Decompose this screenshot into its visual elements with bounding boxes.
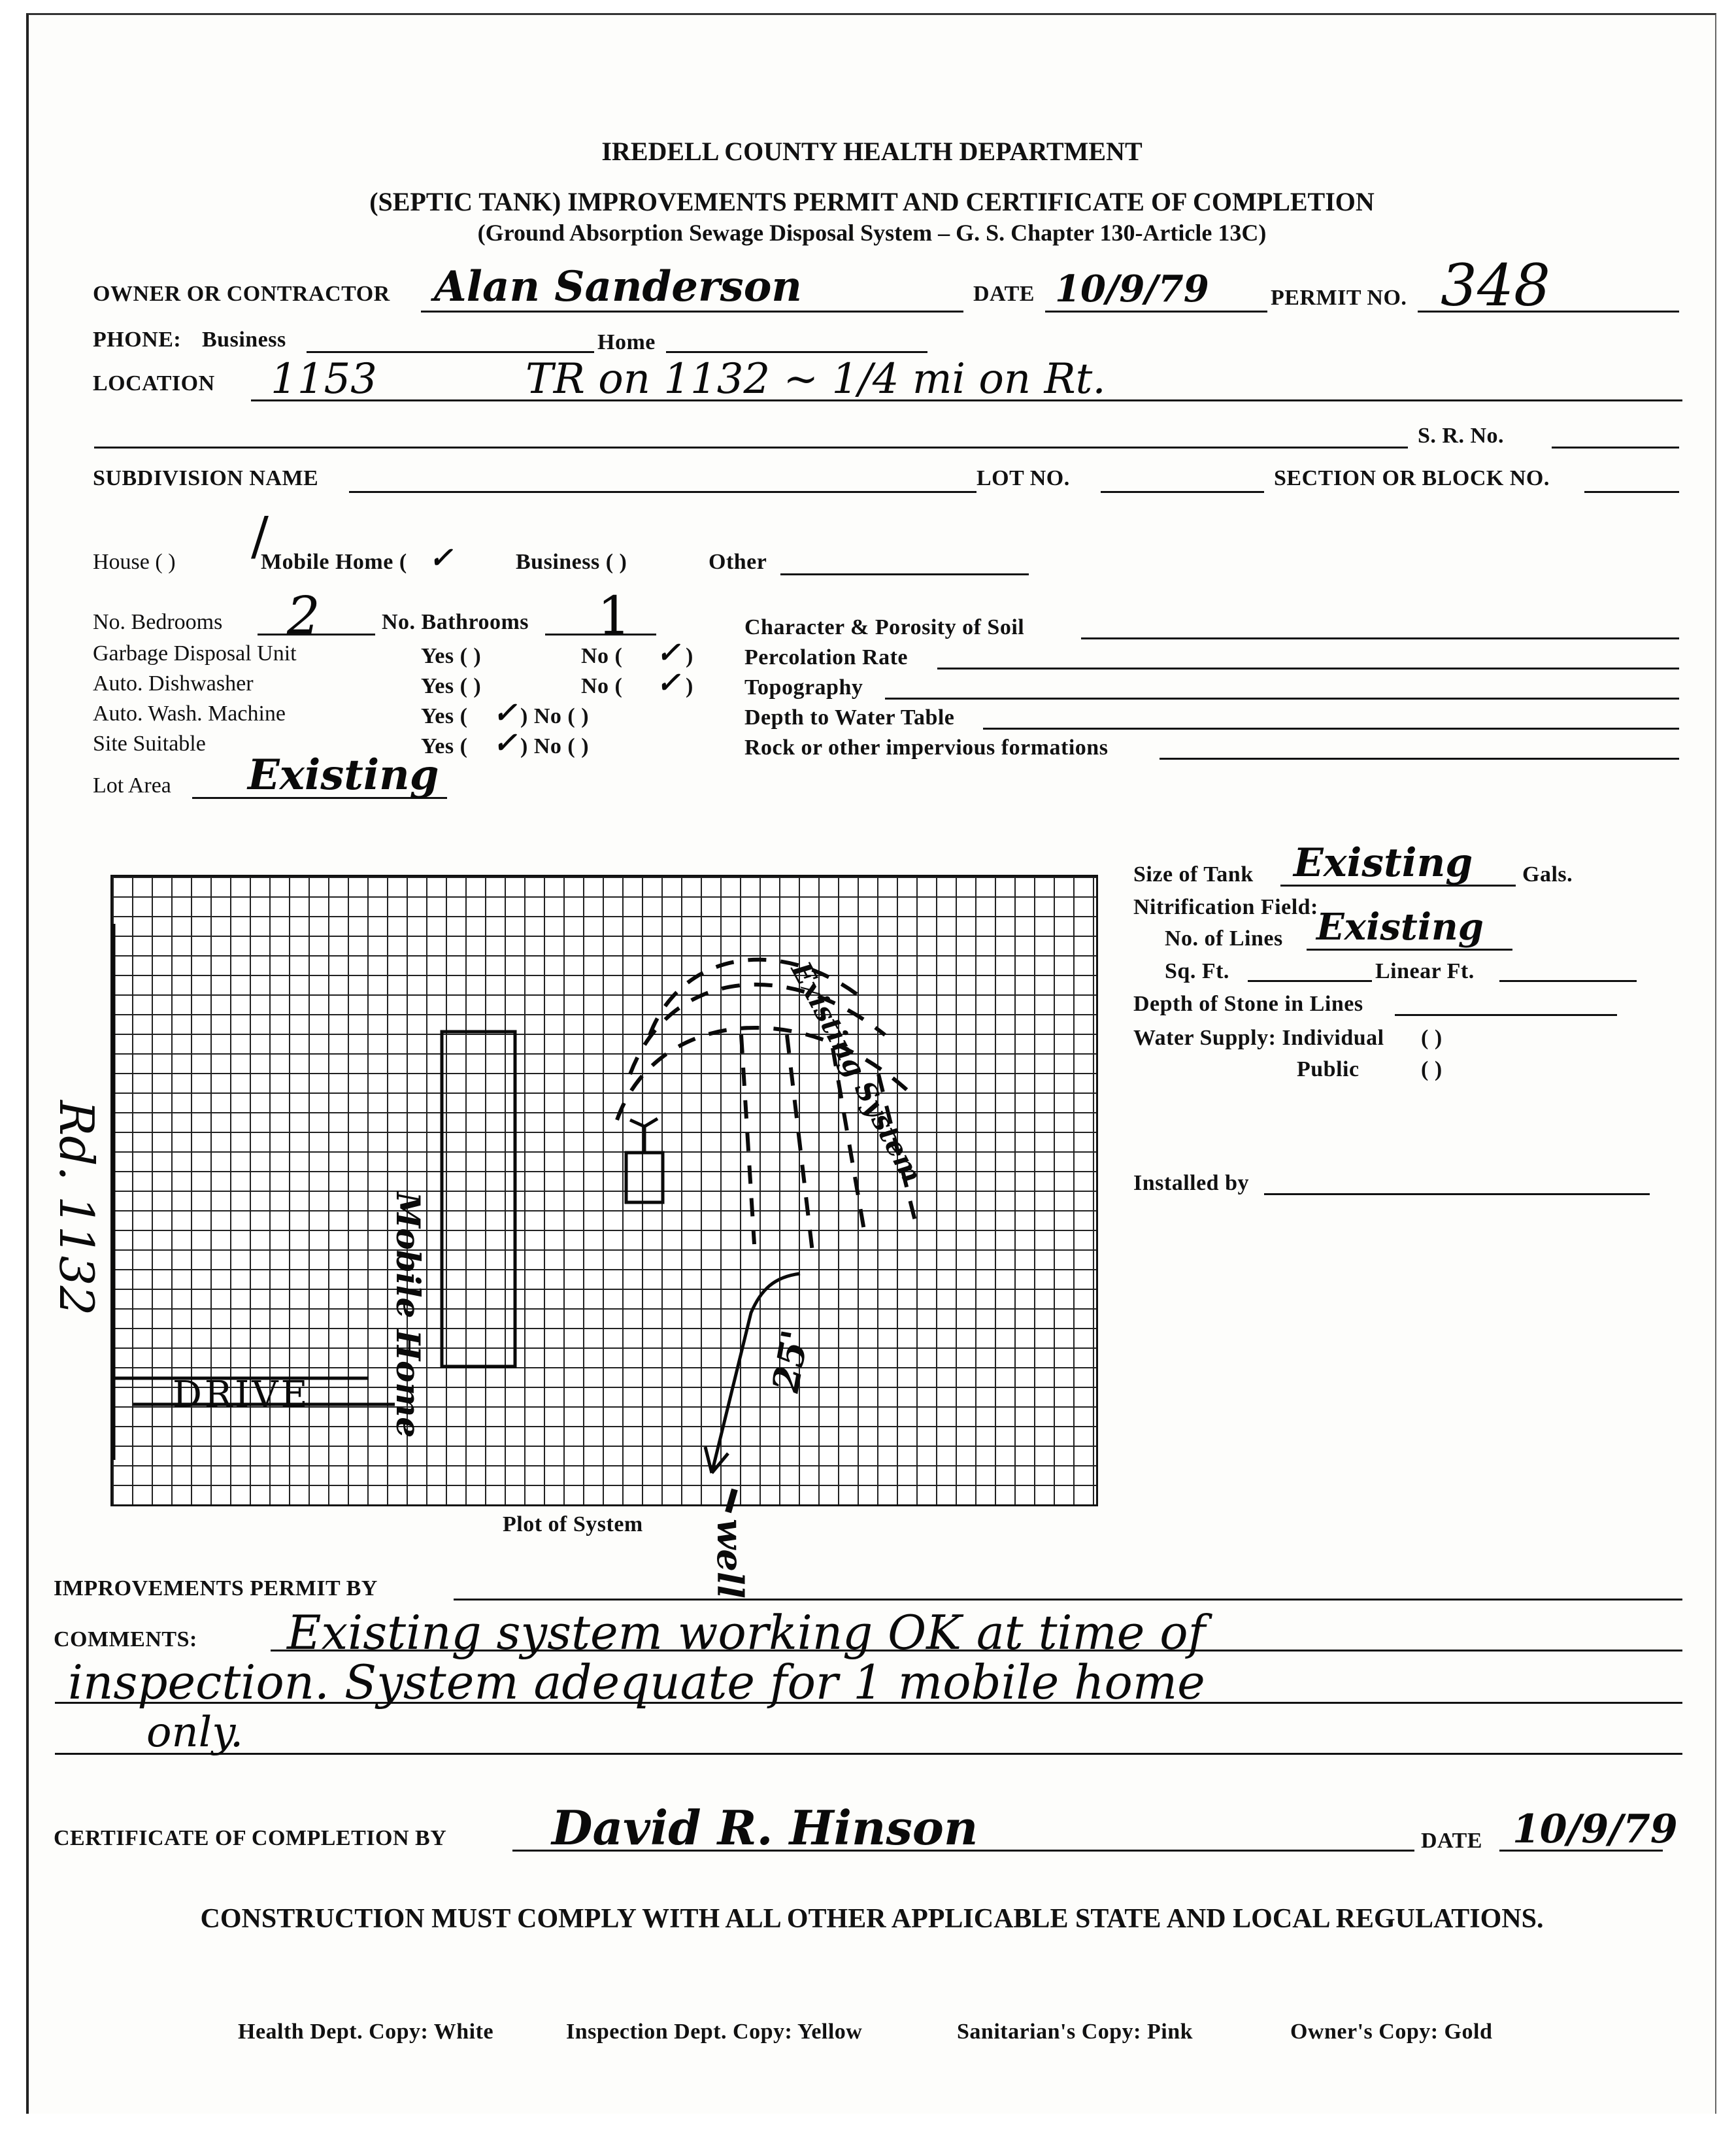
topography-label: Topography [744,675,863,700]
sqft-label: Sq. Ft. [1165,959,1229,983]
lines-value[interactable]: Existing [1316,906,1484,949]
bathrooms-label: No. Bathrooms [382,610,529,634]
compliance-notice: CONSTRUCTION MUST COMPLY WITH ALL OTHER APPLICABLE STATE AND LOCAL REGULATIONS. [200,1904,1544,1934]
wash-machine-check: ✓ [493,696,517,730]
owner-value[interactable]: Alan Sanderson [434,262,802,311]
copy-owner: Owner's Copy: Gold [1290,2020,1493,2044]
department-name: IREDELL COUNTY HEALTH DEPARTMENT [601,137,1143,166]
tank-size-value[interactable]: Existing [1294,840,1473,886]
existing-system-annotation: Existing System [784,957,929,1189]
water-individual-option[interactable]: ( ) [1421,1026,1443,1050]
bedrooms-value[interactable]: 2 [287,585,320,646]
mobile-home-annotation: Mobile Home [389,1192,427,1438]
type-mark: / [251,505,269,566]
bathrooms-value[interactable]: 1 [597,585,631,646]
permit-form [26,13,1716,2114]
road-annotation: Rd. 1132 [49,1100,104,1316]
comments-text-2[interactable]: inspection. System adequate for 1 mobile home [68,1655,1205,1710]
water-supply-label: Water Supply: Individual [1133,1026,1384,1050]
distance-annotation: 25' [764,1327,818,1396]
tank-size-label: Size of Tank [1133,862,1254,887]
gals-label: Gals. [1522,862,1573,887]
rock-label: Rock or other impervious formations [744,736,1109,760]
form-title: (SEPTIC TANK) IMPROVEMENTS PERMIT AND CERTIFICATE OF COMPLETION [369,187,1375,216]
comments-label: COMMENTS: [54,1627,197,1651]
improvements-permit-line[interactable] [454,1599,1682,1600]
lot-area-value[interactable]: Existing [248,751,439,800]
bedrooms-label: No. Bedrooms [93,610,223,634]
site-suitable-check: ✓ [493,726,517,760]
mobile-home-outline [442,1032,515,1366]
garbage-disposal-yes[interactable]: Yes ( ) [421,644,482,668]
location-label: LOCATION [93,371,215,396]
phone-label: PHONE: [93,328,182,352]
garbage-disposal-check: ✓ [656,636,680,669]
water-public-option[interactable]: ( ) [1421,1057,1443,1081]
copy-sanitarian: Sanitarian's Copy: Pink [957,2020,1194,2044]
copy-inspection: Inspection Dept. Copy: Yellow [566,2020,863,2044]
soil-character-label: Character & Porosity of Soil [744,615,1025,639]
phone-home-label: Home [597,330,656,354]
wash-machine-label: Auto. Wash. Machine [93,702,286,726]
plot-caption: Plot of System [503,1512,643,1536]
dishwasher-check: ✓ [656,666,680,700]
stone-depth-label: Depth of Stone in Lines [1133,992,1363,1016]
garbage-disposal-label: Garbage Disposal Unit [93,641,297,666]
dishwasher-label: Auto. Dishwasher [93,671,254,696]
owner-label: OWNER OR CONTRACTOR [93,282,390,306]
form-subtitle: (Ground Absorption Sewage Disposal System – G. S. Chapter 130-Article 13C) [477,220,1267,246]
subdivision-label: SUBDIVISION NAME [93,466,319,490]
certificate-date-value[interactable]: 10/9/79 [1512,1806,1678,1852]
sr-no-label: S. R. No. [1418,424,1505,448]
septic-tank-box [626,1153,663,1202]
mobile-home-check: ✓ [429,541,453,575]
location-directions[interactable]: TR on 1132 ~ 1/4 mi on Rt. [526,355,1106,403]
percolation-label: Percolation Rate [744,645,909,669]
lines-label: No. of Lines [1165,926,1283,951]
water-public-label: Public [1297,1057,1360,1081]
wash-machine-no[interactable]: ) No ( ) [520,704,590,728]
installed-by-label: Installed by [1133,1171,1249,1195]
dishwasher-no[interactable]: No ( [581,674,623,698]
copy-health: Health Dept. Copy: White [238,2020,494,2044]
comments-text-1[interactable]: Existing system working OK at time of [287,1605,1206,1660]
drive-annotation: DRIVE [173,1374,310,1416]
section-label: SECTION OR BLOCK NO. [1274,466,1550,490]
house-option[interactable]: House ( ) [93,550,176,574]
comments-text-3[interactable]: only. [146,1708,244,1757]
date-value[interactable]: 10/9/79 [1055,267,1209,311]
lot-area-label: Lot Area [93,773,171,798]
permit-no-label: PERMIT NO. [1271,286,1407,310]
other-option: Other [709,550,767,574]
garbage-disposal-no[interactable]: No ( [581,644,623,668]
certificate-label: CERTIFICATE OF COMPLETION BY [54,1826,447,1850]
improvements-permit-label: IMPROVEMENTS PERMIT BY [54,1576,378,1600]
phone-business-label: Business [202,328,286,352]
wash-machine-yes[interactable]: Yes ( [421,704,468,728]
linear-ft-label: Linear Ft. [1375,959,1475,983]
permit-no-value[interactable]: 348 [1441,252,1550,319]
dishwasher-close: ) [686,674,693,698]
lot-no-label: LOT NO. [976,466,1070,490]
garbage-disposal-close: ) [686,644,693,668]
comments-line-3 [55,1753,1682,1755]
certificate-signature[interactable]: David R. Hinson [552,1800,978,1855]
site-suitable-label: Site Suitable [93,732,206,756]
site-suitable-yes[interactable]: Yes ( [421,734,468,758]
location-route[interactable]: 1153 [271,355,377,403]
site-suitable-no[interactable]: ) No ( ) [520,734,590,758]
business-option[interactable]: Business ( ) [516,550,627,574]
nitrification-label: Nitrification Field: [1133,895,1318,919]
well-annotation: well [709,1519,751,1599]
dishwasher-yes[interactable]: Yes ( ) [421,674,482,698]
date-label: DATE [973,282,1035,306]
water-table-label: Depth to Water Table [744,705,955,730]
certificate-date-label: DATE [1421,1829,1482,1853]
mobile-home-option[interactable]: Mobile Home ( [261,550,407,574]
